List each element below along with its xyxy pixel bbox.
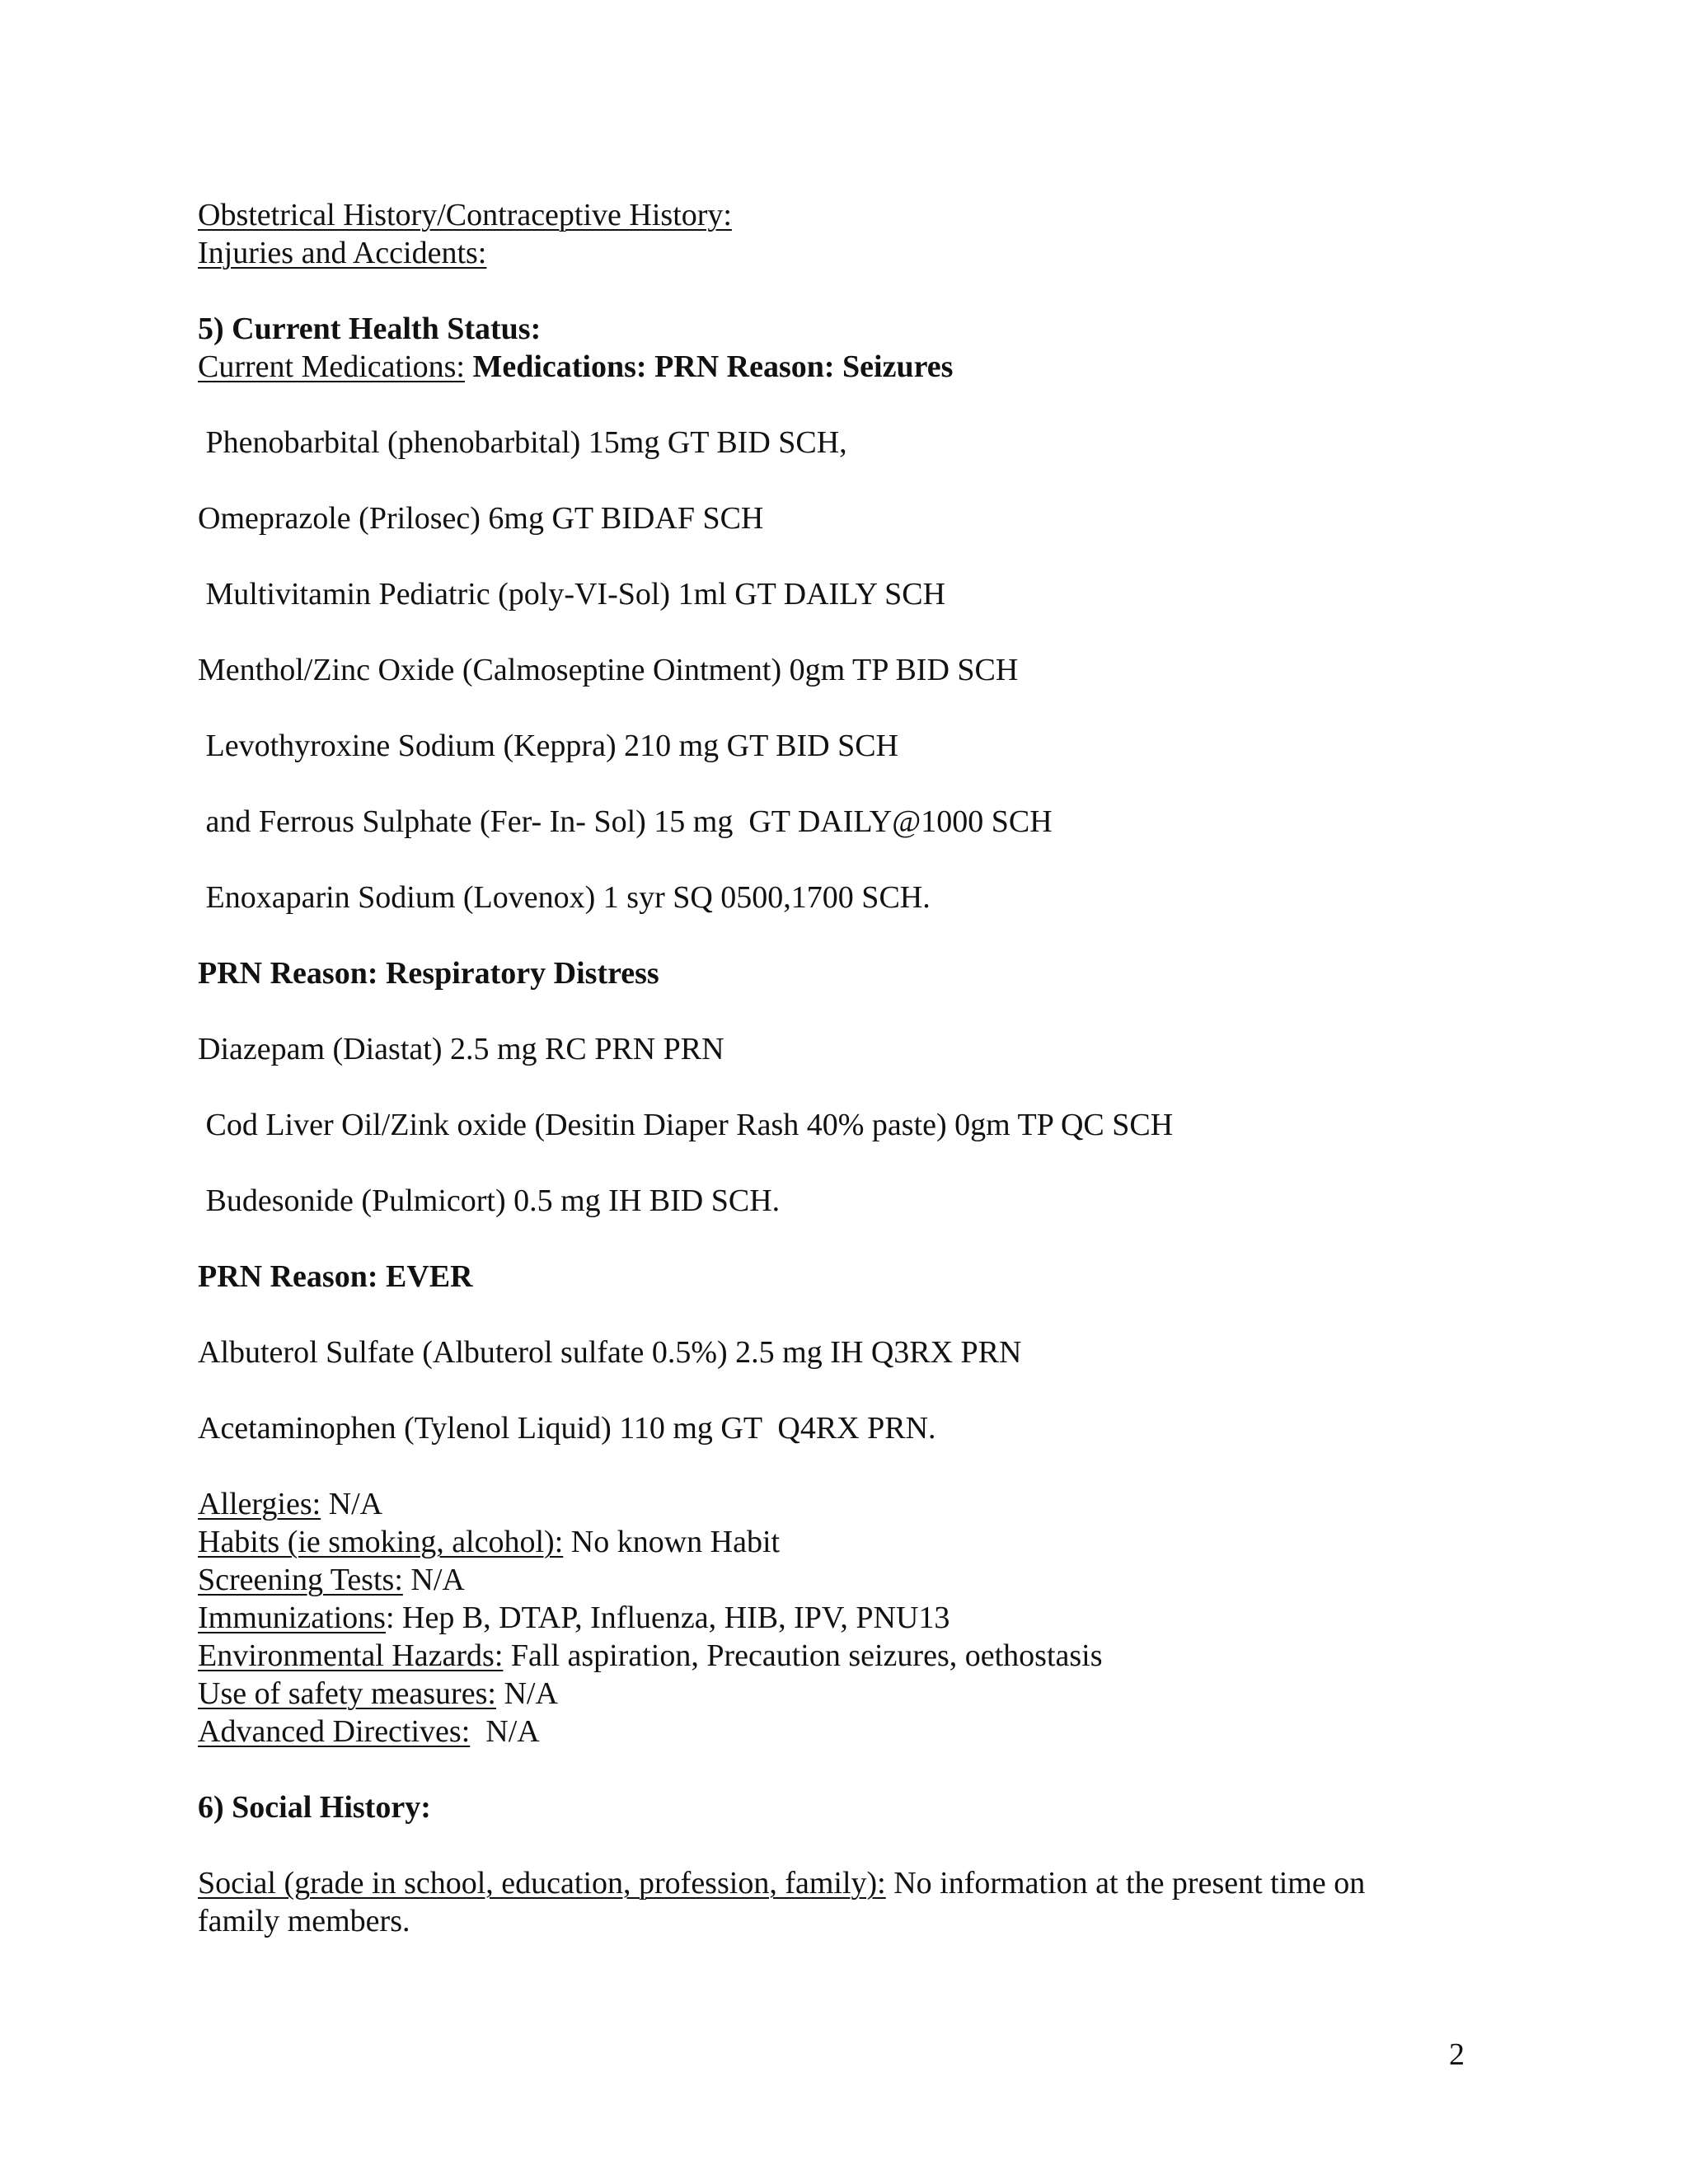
allergies-value: N/A [321, 1487, 383, 1521]
social-history-heading: 6) Social History: [198, 1790, 431, 1825]
environmental-label: Environmental Hazards: [198, 1638, 504, 1673]
medication-line: Multivitamin Pediatric (poly-VI-Sol) 1ml GT DAILY SCH [198, 577, 946, 612]
directives-label: Advanced Directives: [198, 1714, 471, 1749]
current-medications-line [198, 348, 1508, 386]
immunizations-value: : Hep B, DTAP, Influenza, HIB, IPV, PNU13 [385, 1601, 950, 1635]
ever-heading: PRN Reason: EVER [198, 1259, 473, 1294]
medication-line: Acetaminophen (Tylenol Liquid) 110 mg GT Q4RX PRN. [198, 1411, 936, 1446]
spacer [198, 272, 1508, 310]
screening-line [198, 1561, 1508, 1599]
medication-line: and Ferrous Sulphate (Fer- In- Sol) 15 mg GT DAILY@1000 SCH [198, 804, 1053, 839]
directives-value: N/A [470, 1714, 540, 1749]
obstetrical-history-label: Obstetrical History/Contraceptive History: [198, 198, 732, 232]
social-line [198, 1864, 1434, 1940]
directives-line [198, 1713, 1508, 1750]
social-label: Social (grade in school, education, profession, family): [198, 1866, 886, 1900]
safety-value: N/A [495, 1676, 558, 1711]
seizures-heading: Medications: PRN Reason: Seizures [472, 349, 954, 384]
medication-line: Phenobarbital (phenobarbital) 15mg GT BID SCH, [198, 425, 847, 460]
medication-line: Albuterol Sulfate (Albuterol sulfate 0.5%) 2.5 mg IH Q3RX PRN [198, 1335, 1022, 1370]
environmental-value: Fall aspiration, Precaution seizures, oethostasis [503, 1638, 1103, 1673]
allergies-label: Allergies: [198, 1487, 321, 1521]
social-value: No information at the present time on family members. [198, 1866, 1366, 1938]
medication-line: Omeprazole (Prilosec) 6mg GT BIDAF SCH [198, 501, 764, 536]
environmental-line [198, 1637, 1508, 1675]
immunizations-label: Immunizations [198, 1601, 386, 1635]
medication-line: Enoxaparin Sodium (Lovenox) 1 syr SQ 0500,1700 SCH. [198, 880, 931, 915]
habits-label: Habits (ie smoking, alcohol): [198, 1525, 564, 1559]
current-medications-label: Current Medications: [198, 349, 465, 384]
safety-label: Use of safety measures: [198, 1676, 496, 1711]
page-number: 2 [1449, 2037, 1465, 2072]
screening-label: Screening Tests: [198, 1563, 403, 1597]
medication-line: Menthol/Zinc Oxide (Calmoseptine Ointment) 0gm TP BID SCH [198, 653, 1019, 687]
injuries-label: Injuries and Accidents: [198, 236, 487, 270]
habits-line [198, 1523, 1508, 1561]
allergies-line [198, 1485, 1508, 1523]
respiratory-heading: PRN Reason: Respiratory Distress [198, 956, 659, 991]
current-health-heading: 5) Current Health Status: [198, 312, 542, 346]
medication-line: Budesonide (Pulmicort) 0.5 mg IH BID SCH. [198, 1183, 781, 1218]
safety-line [198, 1675, 1508, 1713]
screening-value: N/A [402, 1563, 465, 1597]
habits-value: No known Habit [563, 1525, 781, 1559]
medication-line: Diazepam (Diastat) 2.5 mg RC PRN PRN [198, 1032, 724, 1066]
document-page [198, 196, 1508, 1940]
medication-line: Levothyroxine Sodium (Keppra) 210 mg GT BID SCH [198, 729, 898, 763]
immunizations-line [198, 1599, 1508, 1637]
medication-line: Cod Liver Oil/Zink oxide (Desitin Diaper Rash 40% paste) 0gm TP QC SCH [198, 1108, 1174, 1142]
